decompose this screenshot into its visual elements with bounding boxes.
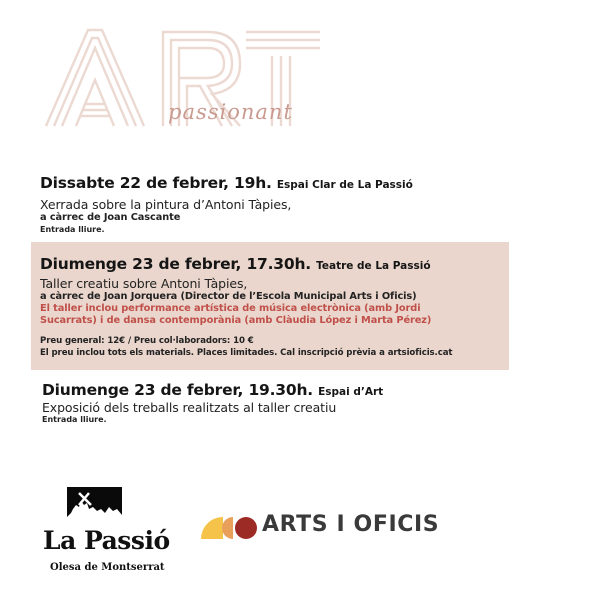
- arts-oficis-logo-icon: [201, 517, 257, 539]
- event-3-venue: Espai d’Art: [318, 386, 384, 398]
- event-2: [40, 254, 431, 273]
- event-1-title: Xerrada sobre la pintura d’Antoni Tàpies,: [40, 197, 292, 212]
- event-1-by: a càrrec de Joan Cascante: [40, 212, 181, 223]
- crowd-silhouette-icon: [67, 487, 122, 523]
- event-1: [40, 173, 413, 192]
- event-2-by: a càrrec de Joan Jorquera (Director de l’Escola Municipal Arts i Oficis): [40, 291, 417, 302]
- event-3-datetime: Diumenge 23 de febrer, 19.30h.: [42, 381, 313, 399]
- arts-oficis-name: ARTS I OFICIS: [262, 512, 440, 537]
- event-3: [42, 380, 383, 399]
- event-2-notes: El preu inclou tots els materials. Places limitades. Cal inscripció prèvia a artsioficis.cat: [40, 348, 453, 358]
- la-passio-name: La Passió: [43, 526, 170, 555]
- event-3-title: Exposició dels treballs realitzats al taller creatiu: [42, 400, 337, 415]
- event-1-entry: Entrada lliure.: [40, 225, 105, 234]
- event-2-venue: Teatre de La Passió: [316, 260, 431, 272]
- event-2-highlight-line-1: El taller inclou performance artística de música electrònica (amb Jordi: [40, 303, 421, 314]
- la-passio-logo-emblem: [67, 487, 122, 523]
- event-2-datetime: Diumenge 23 de febrer, 17.30h.: [40, 255, 311, 273]
- art-tagline: passionant: [168, 100, 293, 124]
- event-1-datetime: Dissabte 22 de febrer, 19h.: [40, 174, 272, 192]
- la-passio-place: Olesa de Montserrat: [50, 562, 165, 573]
- event-3-entry: Entrada lliure.: [42, 415, 107, 424]
- event-1-venue: Espai Clar de La Passió: [276, 179, 413, 191]
- event-2-title: Taller creatiu sobre Antoni Tàpies,: [40, 276, 248, 291]
- event-2-highlight-line-2: Sucarrats) i de dansa contemporània (amb Clàudia López i Marta Pérez): [40, 315, 432, 326]
- event-2-price: Preu general: 12€ / Preu col·laboradors: 10 €: [40, 336, 254, 346]
